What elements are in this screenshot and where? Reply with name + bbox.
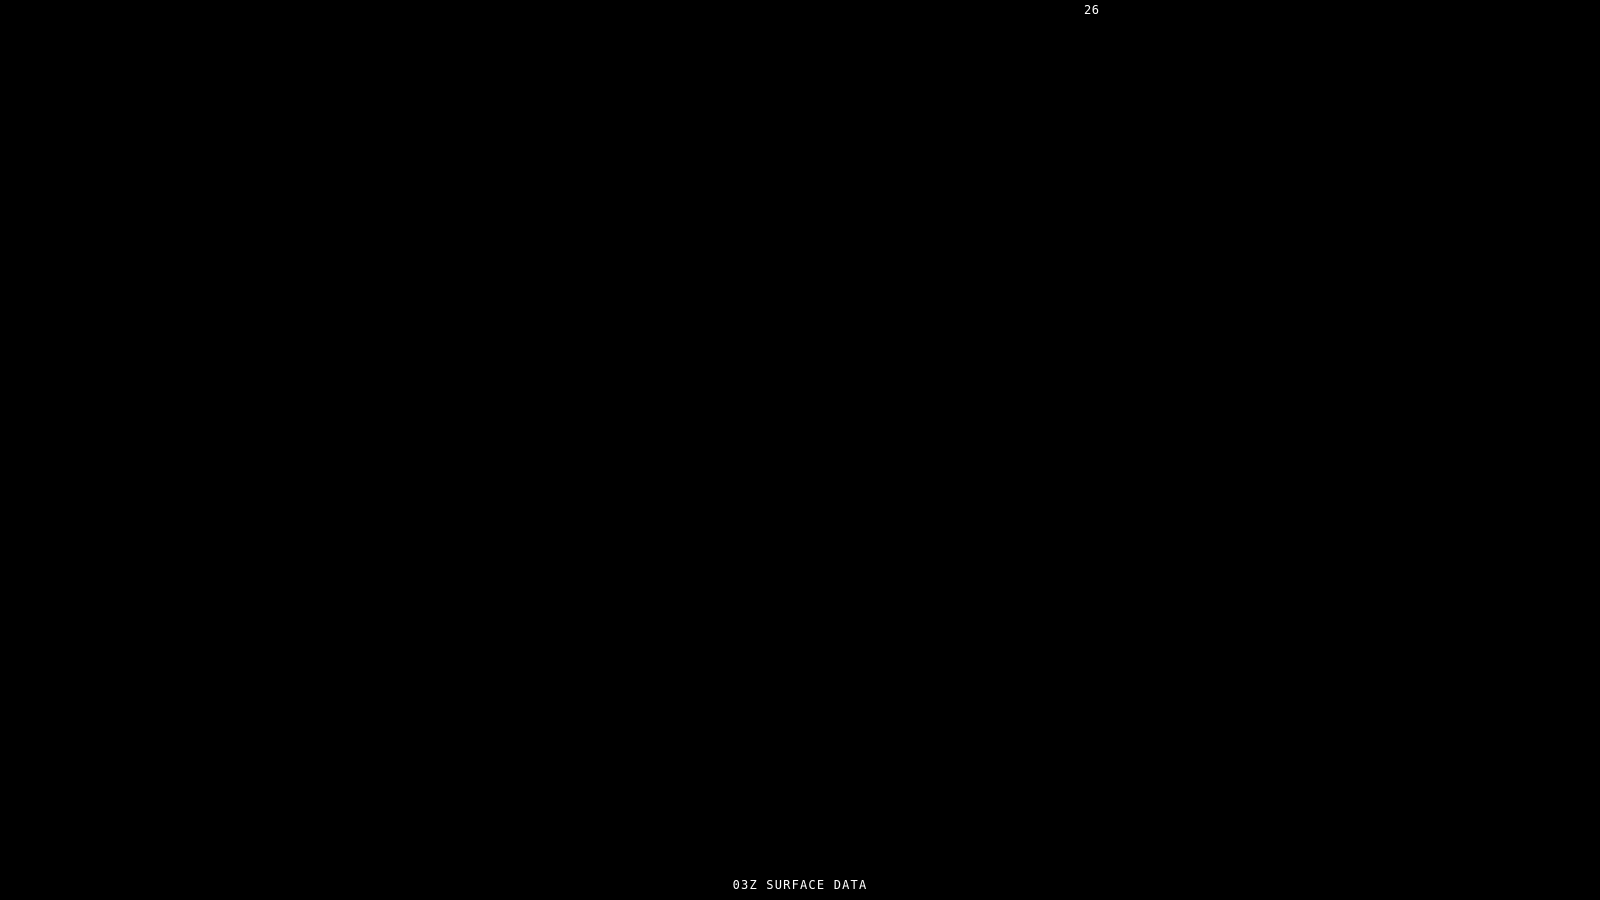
map-caption: 03Z SURFACE DATA xyxy=(732,878,868,892)
station-temperature-label: 26 xyxy=(1084,3,1100,17)
